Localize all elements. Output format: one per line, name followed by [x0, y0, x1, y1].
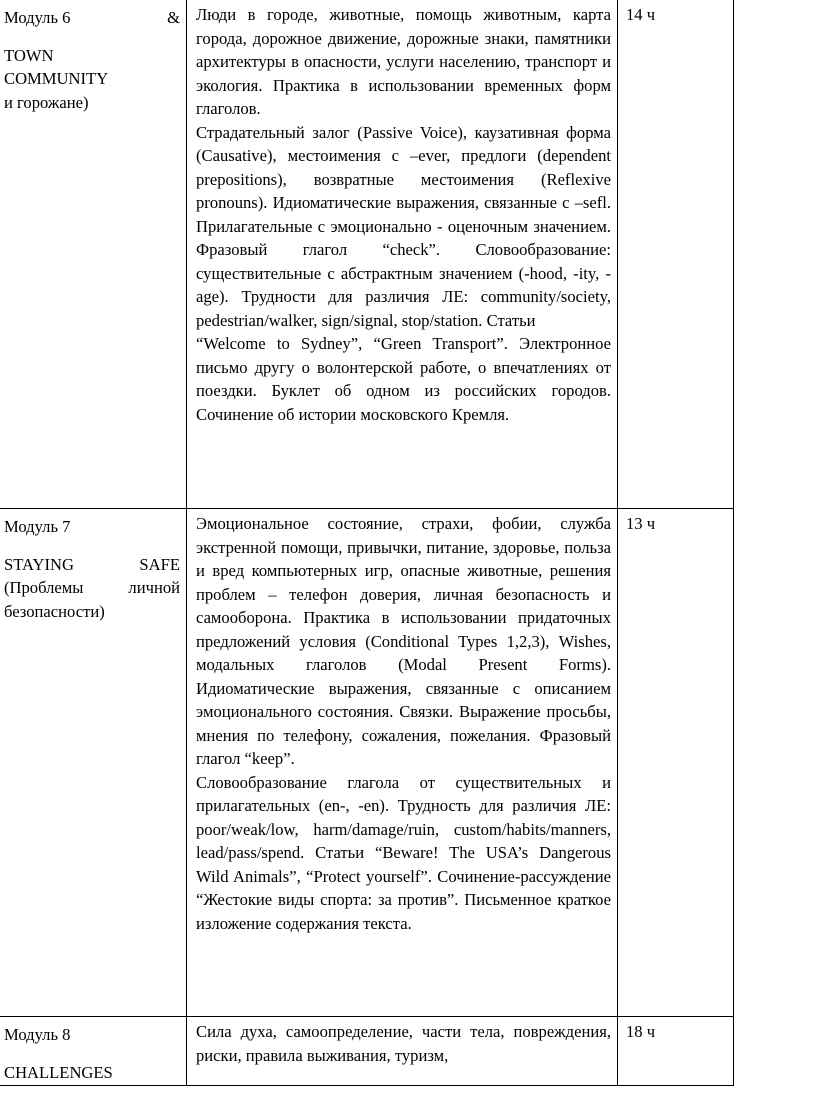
hours-cell [618, 509, 734, 1017]
hours-value: 13 ч [626, 514, 656, 533]
module-label: Модуль 7 [4, 517, 71, 536]
content-paragraph: Словообразование глагола от существительных и прилагательных (en-, -en). Трудность для различия ЛЕ: poor/weak/low, harm/damage/ruin, custom/habits/manners, lead/pass/spend. Статьи “Beware! The USA’s Dangerous Wild Animals”, “Protect yourself”. Сочинение-рассуждение “Жестокие виды спорта: за против”. Письменное краткое изложение содержания текста. [196, 772, 611, 933]
content-cell [187, 0, 618, 509]
hours-cell [618, 0, 734, 509]
module-subtitle: и горожане) [4, 92, 89, 112]
module-label: Модуль 6 [4, 8, 71, 27]
table-row [0, 0, 734, 509]
table-row [0, 509, 734, 1017]
module-cell [0, 509, 187, 1017]
content-cell [187, 509, 618, 1017]
hours-value: 14 ч [626, 5, 656, 24]
module-subtitle: (Проблемы личной безопасности) [4, 578, 180, 621]
module-cell [0, 1017, 187, 1086]
content-paragraph: Страдательный залог (Passive Voice), каузативная форма (Causative), местоимения с –ever, предлоги (dependent prepositions), возвратные местоимения (Reflexive pronouns). Идиоматические выражения, связанные с –sefl. Прилагательные с эмоционально - оценочным значением. Фразовый глагол “check”. Словообразование: существительные с абстрактным значением (-hood, -ity, -age). Трудности для различия ЛЕ: community/society, pedestrian/walker, sign/signal, stop/station. Статьи [196, 122, 611, 330]
module-cell [0, 0, 187, 509]
content-cell [187, 1017, 618, 1086]
content-paragraph: Эмоциональное состояние, страхи, фобии, служба экстренной помощи, привычки, питание, здоровье, польза и вред компьютерных игр, опасные животные, решения проблем – телефон доверия, личная безопасность и самооборона. Практика в использовании придаточных предложений условия (Conditional Types 1,2,3), Wishes, модальных глаголов (Modal Present Forms). Идиоматические выражения, связанные с описанием эмоционального состояния. Связки. Выражение просьбы, мнения по телефону, сожаления, пожелания. Фразовый глагол “keep”. [196, 514, 611, 768]
module-title: TOWN COMMUNITY [4, 45, 109, 88]
module-title: CHALLENGES [4, 1062, 113, 1082]
content-paragraph: Люди в городе, животные, помощь животным, карта города, дорожное движение, дорожные знаки, памятники архитектуры в опасности, услуги населению, транспорт и экология. Практика в использовании временных форм глаголов. [196, 5, 611, 118]
hours-value: 18 ч [626, 1022, 656, 1041]
content-paragraph: “Welcome to Sydney”, “Green Transport”. Электронное письмо другу о волонтерской работе, о впечатлениях от поездки. Буклет об одном из российских городов. Сочинение об истории московского Кремля. [196, 334, 611, 424]
module-label: Модуль 8 [4, 1025, 71, 1044]
module-title: STAYING SAFE [4, 554, 180, 574]
ampersand: & [167, 8, 180, 27]
content-paragraph: Сила духа, самоопределение, части тела, повреждения, риски, правила выживания, туризм, [196, 1022, 611, 1065]
table-row [0, 1017, 734, 1086]
hours-cell [618, 1017, 734, 1086]
